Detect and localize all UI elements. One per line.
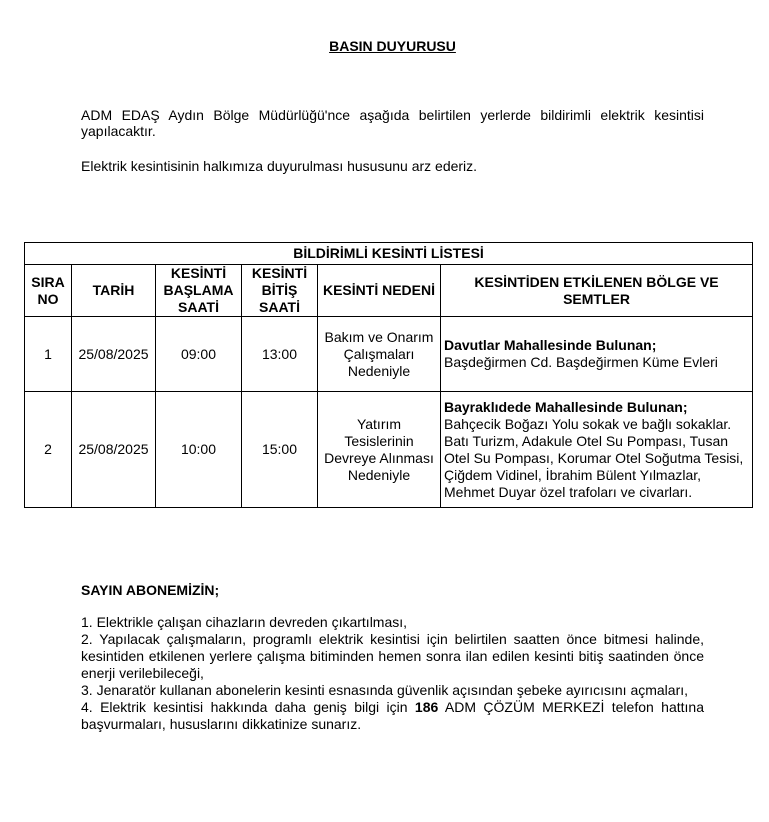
header-bitis: KESİNTİ BİTİŞ SAATİ bbox=[242, 265, 318, 317]
subscribers-notes bbox=[81, 614, 704, 733]
note-item-2: 2. Yapılacak çalışmaların, programlı elektrik kesintisi için belirtilen saatten önce bitmesi halinde, kesintiden etkilenen yerlere çalışma bitiminden hemen sonra ilan edilen kesinti bitiş saatinden önce enerji verilebileceği, bbox=[81, 631, 704, 681]
phone-number: 186 bbox=[414, 699, 439, 715]
cell-sira: 1 bbox=[25, 317, 72, 392]
area-title: Davutlar Mahallesinde Bulunan; bbox=[444, 337, 657, 353]
intro-paragraph: ADM EDAŞ Aydın Bölge Müdürlüğü'nce aşağıda belirtilen yerlerde bildirimli elektrik kesintisi yapılacaktır. bbox=[81, 107, 704, 139]
area-text: Bahçecik Boğazı Yolu sokak ve bağlı sokaklar. Batı Turizm, Adakule Otel Su Pompası, Tusan Otel Su Pompası, Korumar Otel Soğutma Tesisi, Çiğdem Vidinel, İbrahim Bülent Yılmazlar, Mehmet Duyar özel trafoları ve civarları. bbox=[444, 415, 744, 500]
header-bolge: KESİNTİDEN ETKİLENEN BÖLGE VE SEMTLER bbox=[441, 265, 753, 317]
cell-bitis: 13:00 bbox=[242, 317, 318, 392]
intro-paragraph-2: Elektrik kesintisinin halkımıza duyurulması hususunu arz ederiz. bbox=[81, 158, 478, 174]
cell-baslama: 10:00 bbox=[156, 392, 242, 508]
subscribers-heading: SAYIN ABONEMİZİN; bbox=[81, 582, 220, 598]
page-title: BASIN DUYURUSU bbox=[329, 38, 456, 54]
cell-bolge bbox=[441, 317, 753, 392]
note-item-4-post: ADM ÇÖZÜM MERKEZİ telefon hattına başvurmaları, hususlarını dikkatinize sunarız. bbox=[81, 699, 704, 732]
table-row bbox=[25, 317, 753, 392]
note-item-1: 1. Elektrikle çalışan cihazların devreden çıkartılması, bbox=[81, 614, 408, 630]
note-item-3: 3. Jenaratör kullanan abonelerin kesinti esnasında güvenlik açısından şebeke ayırıcısını açmaları, bbox=[81, 682, 689, 698]
header-sira: SIRA NO bbox=[25, 265, 72, 317]
cell-sira: 2 bbox=[25, 392, 72, 508]
header-neden: KESİNTİ NEDENİ bbox=[318, 265, 441, 317]
cell-tarih: 25/08/2025 bbox=[72, 392, 156, 508]
header-tarih: TARİH bbox=[72, 265, 156, 317]
cell-neden: Yatırım Tesislerinin Devreye Alınması Nedeniyle bbox=[318, 392, 441, 508]
area-text: Başdeğirmen Cd. Başdeğirmen Küme Evleri bbox=[444, 354, 718, 370]
cell-bolge bbox=[441, 392, 753, 508]
cell-baslama: 09:00 bbox=[156, 317, 242, 392]
note-item-4 bbox=[81, 699, 704, 733]
area-title: Bayraklıdede Mahallesinde Bulunan; bbox=[444, 398, 688, 415]
note-item-4-pre: 4. Elektrik kesintisi hakkında daha geniş bilgi için bbox=[81, 699, 415, 715]
cell-neden: Bakım ve Onarım Çalışmaları Nedeniyle bbox=[318, 317, 441, 392]
table-caption: BİLDİRİMLİ KESİNTİ LİSTESİ bbox=[25, 243, 753, 265]
outage-table bbox=[24, 242, 753, 508]
table-row bbox=[25, 392, 753, 508]
header-baslama: KESİNTİ BAŞLAMA SAATİ bbox=[156, 265, 242, 317]
cell-bitis: 15:00 bbox=[242, 392, 318, 508]
cell-tarih: 25/08/2025 bbox=[72, 317, 156, 392]
